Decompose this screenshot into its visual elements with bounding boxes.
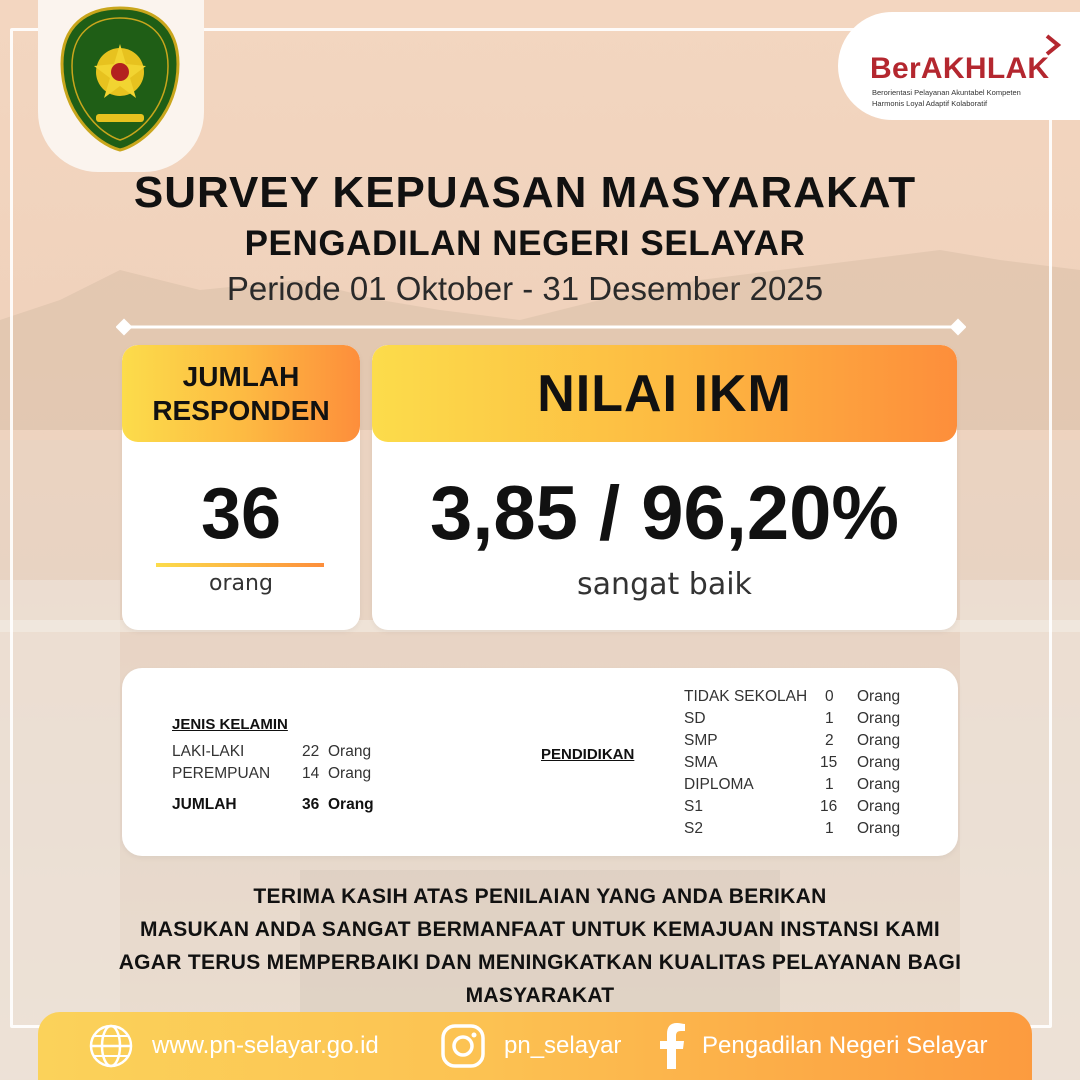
education-row-value: 0 (825, 688, 834, 705)
education-row-unit: Orang (857, 710, 901, 727)
education-row-label: SMA (684, 754, 718, 771)
gender-total-unit: Orang (328, 796, 374, 813)
berakhlak-badge (838, 12, 1080, 120)
education-row-label: DIPLOMA (684, 776, 754, 793)
divider-line (116, 318, 966, 336)
page-subtitle: PENGADILAN NEGERI SELAYAR (244, 224, 806, 263)
message-line-3: AGAR TERUS MEMPERBAIKI DAN MENINGKATKAN KUALITAS PELAYANAN BAGI (118, 951, 962, 974)
thank-you-message (0, 880, 1080, 1012)
education-row-unit: Orang (857, 820, 901, 837)
gender-title: JENIS KELAMIN (172, 716, 288, 733)
education-row-unit: Orang (857, 776, 901, 793)
education-row-value: 1 (825, 710, 834, 727)
berakhlak-tagline-1: Berorientasi Pelayanan Akuntabel Kompeten (872, 88, 1021, 97)
website-text: www.pn-selayar.go.id (152, 1032, 379, 1059)
respondents-label-1: JUMLAH (182, 360, 300, 392)
message-line-2: MASUKAN ANDA SANGAT BERMANFAAT UNTUK KEMAJUAN INSTANSI KAMI (139, 918, 941, 941)
gender-row-value: 14 (302, 765, 320, 782)
education-row-unit: Orang (857, 754, 901, 771)
education-row-value: 1 (825, 820, 834, 837)
education-row-label: TIDAK SEKOLAH (684, 688, 808, 705)
instagram-icon (440, 1023, 486, 1069)
education-row-label: SMP (684, 732, 718, 749)
education-row-label: S1 (684, 798, 703, 815)
berakhlak-brand: BerAKHLAK (870, 52, 1050, 85)
court-emblem-logo (56, 4, 184, 154)
education-row-label: SD (684, 710, 706, 727)
instagram-text: pn_selayar (504, 1032, 622, 1059)
respondents-count: 36 (200, 474, 282, 554)
footer-bar (38, 1012, 1032, 1080)
respondents-unit: orang (209, 571, 273, 596)
facebook-link[interactable] (658, 1012, 988, 1080)
globe-icon (88, 1023, 134, 1069)
respondents-underline (156, 563, 324, 567)
education-row-unit: Orang (857, 688, 901, 705)
survey-period: Periode 01 Oktober - 31 Desember 2025 (226, 270, 824, 307)
education-row-value: 16 (820, 798, 838, 815)
ikm-category: sangat baik (577, 567, 752, 602)
gender-row-label: PEREMPUAN (172, 765, 271, 782)
education-row-label: S2 (684, 820, 703, 837)
respondents-card (122, 345, 360, 630)
facebook-icon (658, 1023, 686, 1069)
gender-row-unit: Orang (328, 765, 372, 782)
gender-row-value: 22 (302, 743, 320, 760)
instagram-link[interactable] (440, 1012, 621, 1080)
education-row-value: 1 (825, 776, 834, 793)
ikm-header: NILAI IKM (372, 345, 957, 442)
message-line-4: MASYARAKAT (465, 984, 615, 1007)
respondents-label-2: RESPONDEN (152, 394, 330, 426)
gender-row-label: LAKI-LAKI (172, 743, 245, 760)
ikm-value: 3,85 / 96,20% (429, 471, 900, 556)
education-row-value: 2 (825, 732, 834, 749)
ikm-card (372, 345, 957, 630)
education-title: PENDIDIKAN (541, 746, 635, 763)
respondents-header (122, 345, 360, 442)
gender-total-label: JUMLAH (172, 796, 237, 813)
chevron-right-icon (1044, 34, 1062, 56)
education-row-value: 15 (820, 754, 838, 771)
gender-total-value: 36 (302, 796, 320, 813)
page-title: SURVEY KEPUASAN MASYARAKAT (133, 168, 917, 217)
website-link[interactable] (88, 1012, 379, 1080)
gender-row-unit: Orang (328, 743, 372, 760)
facebook-text: Pengadilan Negeri Selayar (702, 1032, 988, 1059)
education-row-unit: Orang (857, 732, 901, 749)
court-logo-container (38, 0, 204, 172)
demographics-card (122, 668, 958, 856)
message-line-1: TERIMA KASIH ATAS PENILAIAN YANG ANDA BERIKAN (253, 885, 827, 908)
berakhlak-tagline-2: Harmonis Loyal Adaptif Kolaboratif (872, 99, 988, 108)
education-row-unit: Orang (857, 798, 901, 815)
